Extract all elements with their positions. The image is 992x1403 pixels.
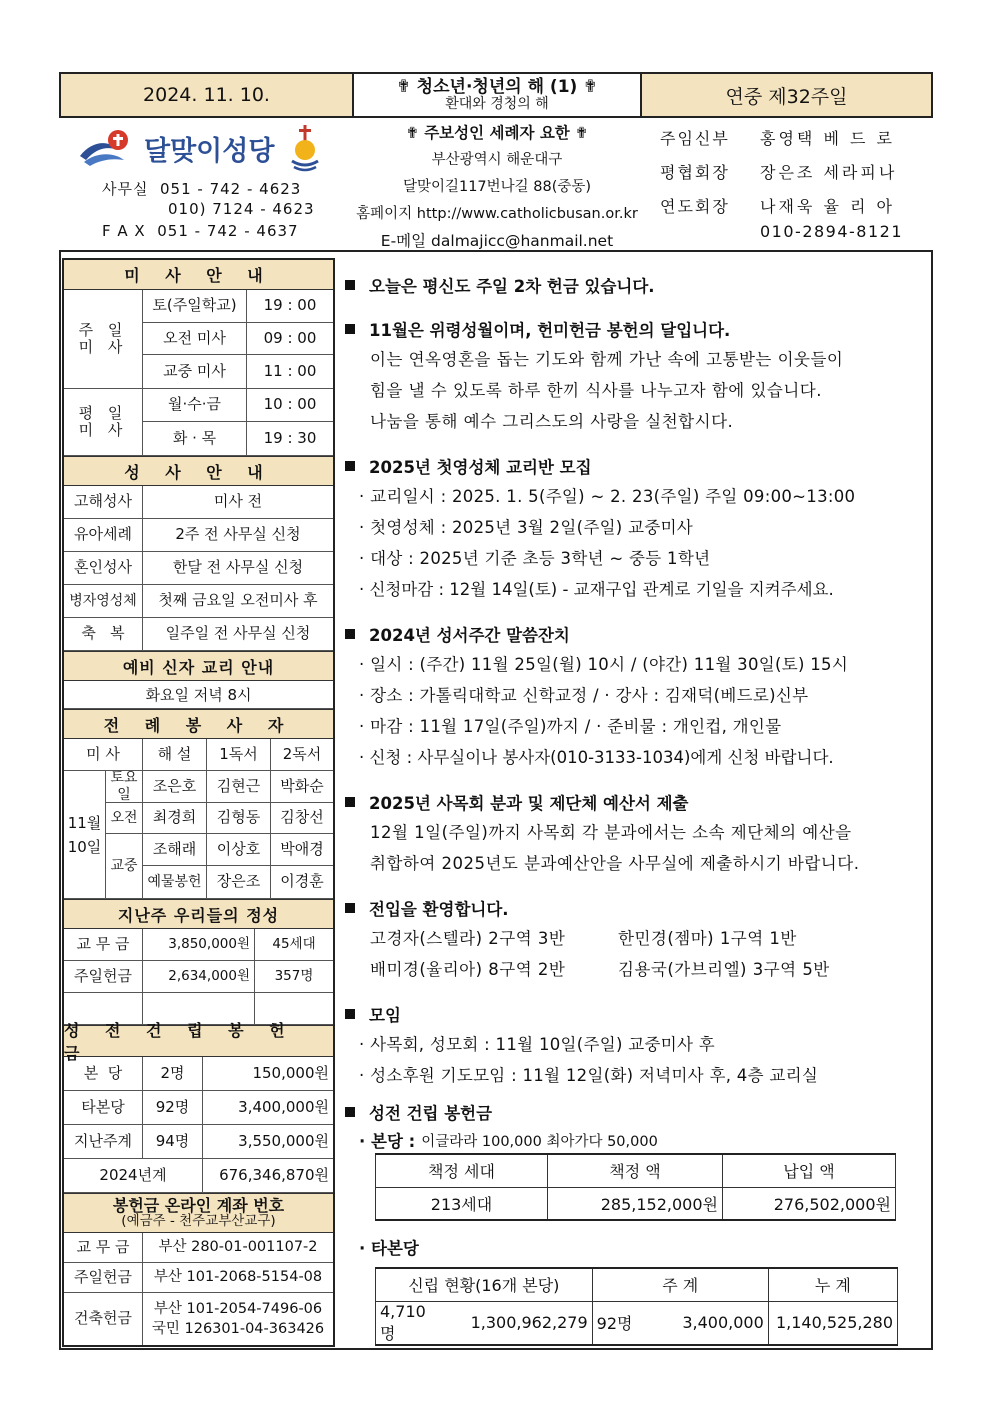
- building-name: 타본당: [64, 1091, 143, 1124]
- notice-body: 이는 연옥영혼을 돕는 기도와 함께 가난 속에 고통받는 이웃들이: [370, 350, 844, 369]
- clergy-row: [660, 154, 910, 188]
- building-count: 94명: [143, 1125, 203, 1158]
- servers-mass: 교중: [106, 834, 143, 898]
- building-amount: 3,550,000원: [238, 1131, 329, 1150]
- newcomer: 한민경(젬마) 1구역 1반: [618, 929, 797, 948]
- newcomer: 고경자(스텔라) 2구역 3반: [370, 929, 566, 948]
- sacrament-name: 유아세례: [64, 519, 143, 551]
- servers-title: 전 례 봉 사 자: [64, 709, 333, 739]
- sacrament-info: 한달 전 사무실 신청: [172, 558, 304, 577]
- notice-item: · 대상 : 2025년 기준 초등 3학년 ~ 중등 1학년: [359, 549, 711, 568]
- parish-name: 달맞이성당: [144, 135, 275, 167]
- account-number: 부산 280-01-001107-2: [158, 1239, 318, 1256]
- mass-day: 월·수·금: [143, 389, 247, 421]
- weekday-mass-block: [64, 389, 333, 456]
- table-header: 주 계: [592, 1268, 768, 1301]
- offering-name: 주일헌금: [64, 961, 143, 992]
- server-name: 이상호: [207, 834, 271, 865]
- servers-col-header: 미 사: [64, 739, 143, 770]
- server-name: 김현근: [207, 771, 271, 802]
- sacrament-name: 고해성사: [64, 486, 143, 518]
- newcomer-row: [345, 923, 925, 954]
- homepage-link[interactable]: 홈페이지 http://www.catholicbusan.or.kr: [356, 206, 638, 222]
- year-theme: ✟ 청소년·청년의 해 (1) ✟: [396, 76, 598, 97]
- server-name: 김창선: [280, 808, 324, 827]
- notice-heading: 2025년 사목회 분과 및 제단체 예산서 제출: [345, 787, 925, 817]
- servers-date: 11월 10일: [64, 771, 106, 898]
- server-name: 조은호: [143, 771, 207, 802]
- office-fax: F A X 051 - 742 - 4637: [102, 222, 299, 240]
- sacrament-info: 일주일 전 사무실 신청: [165, 624, 311, 643]
- header-bar: [59, 72, 933, 118]
- weekday-mass-label: 평 일 미 사: [64, 389, 143, 455]
- sacrament-info: 첫째 금요일 오전미사 후: [158, 591, 318, 610]
- liturgical-week: 연중 제32주일: [642, 74, 931, 116]
- clergy-name: 나재욱 율 리 아: [760, 196, 895, 216]
- servers-col-header: 해 설: [143, 739, 207, 770]
- mass-day: 토(주일학교): [143, 290, 247, 322]
- server-name: 박애경: [280, 839, 324, 858]
- clergy-row: [660, 120, 910, 154]
- servers-col-header: 1독서: [207, 739, 271, 770]
- bullet-square-icon: [345, 280, 355, 290]
- servers-mass: 토요일: [106, 771, 143, 802]
- other-parish-label: · 타본당: [359, 1239, 419, 1258]
- server-name: 최경희: [143, 803, 207, 833]
- accounts-subtitle: (예금주 - 천주교부산교구): [121, 1213, 276, 1230]
- notice-body: 힘을 낼 수 있도록 하루 한끼 식사를 나누고자 함에 있습니다.: [370, 381, 822, 400]
- building-name: 지난주계: [64, 1125, 143, 1158]
- sacrament-info: 2주 전 사무실 신청: [175, 525, 301, 544]
- table-header: 책정 액: [548, 1154, 723, 1187]
- sacrament-name: 축 복: [64, 618, 143, 650]
- table-row: [376, 1154, 896, 1187]
- parish-logo-icon: [78, 126, 138, 170]
- sidebar: [62, 258, 335, 1347]
- sacrament-row: [64, 486, 333, 519]
- notice-item: · 장소 : 가톨릭대학교 신학교정 / · 강사 : 김재덕(베드로)신부: [359, 686, 809, 705]
- sunday-mass-label: 주 일 미 사: [64, 290, 143, 388]
- bullet-square-icon: [345, 324, 355, 334]
- building-amount: 3,400,000원: [238, 1097, 329, 1116]
- sacraments-title: 성 사 안 내: [64, 456, 333, 486]
- building-count: 2명: [143, 1057, 203, 1090]
- table-row: [376, 1268, 898, 1301]
- accounts-title: 봉헌금 온라인 계좌 번호: [112, 1195, 285, 1215]
- sacrament-name: 병자영성체: [64, 585, 143, 617]
- bullet-square-icon: [345, 629, 355, 639]
- mass-time: 19 : 30: [263, 428, 317, 447]
- table-cell: 1,140,525,280: [768, 1301, 897, 1345]
- moon-cross-icon: [288, 123, 322, 173]
- sacrament-name: 혼인성사: [64, 552, 143, 584]
- notice-heading: 11월은 위령성월이며, 헌미헌금 봉헌의 달입니다.: [345, 314, 925, 344]
- building-row: [64, 1125, 333, 1159]
- table-cell: 4,710명: [376, 1301, 444, 1345]
- clergy-role: 주임신부: [660, 128, 730, 148]
- offering-count: 45세대: [272, 935, 316, 952]
- table-header: 책정 세대: [376, 1154, 548, 1187]
- building-title: 성 전 건 립 봉 헌 금: [64, 1025, 333, 1057]
- sacrament-row: [64, 585, 333, 618]
- building-year-total: 676,346,870원: [219, 1165, 329, 1184]
- server-name: 이경훈: [280, 872, 324, 891]
- offering-count: 357명: [274, 967, 314, 984]
- mass-day: 오전 미사: [143, 323, 247, 355]
- notice-item: · 사목회, 성모회 : 11월 10일(주일) 교중미사 후: [359, 1035, 716, 1054]
- building-name: 본 당: [64, 1057, 143, 1090]
- other-parish-table: [375, 1267, 898, 1346]
- bullet-square-icon: [345, 461, 355, 471]
- office-mobile: 010) 7124 - 4623: [168, 200, 315, 218]
- account-name: 교 무 금: [64, 1233, 143, 1262]
- mass-title: 미 사 안 내: [64, 260, 333, 290]
- notice-heading: 전입을 환영합니다.: [345, 893, 925, 923]
- bullet-square-icon: [345, 1009, 355, 1019]
- clergy-name: 홍영택 베 드 로: [760, 128, 895, 148]
- address-line-1: 부산광역시 해운대구: [431, 152, 563, 168]
- notice-heading: 성전 건립 봉헌금: [345, 1097, 925, 1127]
- notice-body: 나눔을 통해 예수 그리스도의 사랑을 실천합시다.: [370, 412, 734, 431]
- offering-row: [64, 961, 333, 993]
- notice-item: · 일시 : (주간) 11월 25일(월) 10시 / (야간) 11월 30일(토) 15시: [359, 655, 849, 674]
- patron-saint: ✟ 주보성인 세례자 요한 ✟: [405, 124, 589, 142]
- table-cell: 3,400,000: [642, 1301, 768, 1345]
- notice-body: 취합하여 2025년도 분과예산안을 사무실에 제출하시기 바랍니다.: [370, 854, 860, 873]
- building-table: [375, 1153, 896, 1221]
- account-row: [64, 1293, 333, 1345]
- notice-item: · 교리일시 : 2025. 1. 5(주일) ~ 2. 23(주일) 주일 09:00~13:00: [359, 487, 856, 506]
- clergy-name: 장은조 세라피나: [760, 162, 898, 182]
- table-row: [376, 1301, 898, 1345]
- catechumen-info: 화요일 저녁 8시: [64, 681, 333, 709]
- account-number: 부산 101-2068-5154-08: [153, 1269, 323, 1286]
- sacrament-info: 미사 전: [213, 492, 263, 511]
- sacrament-row: [64, 519, 333, 552]
- table-row: [376, 1187, 896, 1220]
- clergy-role: 연도회장: [660, 196, 730, 216]
- building-amount: 150,000원: [252, 1063, 329, 1082]
- table-cell: 285,152,000원: [548, 1187, 723, 1220]
- newcomer: 배미경(율리아) 8구역 2반: [370, 960, 566, 979]
- server-name: 조해래: [143, 834, 207, 865]
- clergy-row: [660, 188, 910, 222]
- sunday-mass-block: [64, 290, 333, 389]
- bullet-square-icon: [345, 797, 355, 807]
- parish-logo: [78, 120, 328, 176]
- notice-heading: 2025년 첫영성체 교리반 모집: [345, 451, 925, 481]
- notice-item: · 첫영성체 : 2025년 3월 2일(주일) 교중미사: [359, 518, 694, 537]
- server-role: 예물봉헌: [143, 866, 207, 898]
- notice-item: · 성소후원 기도모임 : 11월 12일(화) 저녁미사 후, 4층 교리실: [359, 1066, 819, 1085]
- parish-info: [352, 120, 642, 255]
- theme-box: [354, 74, 642, 116]
- table-header: 누 계: [768, 1268, 897, 1301]
- clergy-role: 평협회장: [660, 162, 730, 182]
- bulletin-date: 2024. 11. 10.: [61, 74, 354, 116]
- server-name: 장은조: [207, 866, 271, 898]
- notice-body: 12월 1일(주일)까지 사목회 각 분과에서는 소속 제단체의 예산을: [370, 823, 852, 842]
- bullet-square-icon: [345, 1107, 355, 1117]
- mass-time: 19 : 00: [263, 296, 317, 315]
- servers-mass: 오전: [106, 803, 143, 833]
- building-row: [64, 1091, 333, 1125]
- offerings-title: 지난주 우리들의 정성: [64, 899, 333, 929]
- table-header: 납입 액: [723, 1154, 896, 1187]
- notices: [345, 270, 925, 1346]
- mass-time: 10 : 00: [263, 395, 317, 414]
- offering-name: 교 무 금: [64, 929, 143, 960]
- email-link[interactable]: E-메일 dalmajicc@hanmail.net: [380, 232, 614, 250]
- table-cell: 1,300,962,279: [444, 1301, 593, 1345]
- office-phone: 사무실 051 - 742 - 4623: [102, 180, 302, 198]
- building-count: 92명: [143, 1091, 203, 1124]
- table-cell: 213세대: [376, 1187, 548, 1220]
- mass-time: 11 : 00: [263, 362, 317, 381]
- offering-amount: 3,850,000원: [143, 929, 255, 960]
- server-name: 김형동: [207, 803, 271, 833]
- notice-heading: 2024년 성서주간 말씀잔치: [345, 619, 925, 649]
- clergy-list: [660, 120, 910, 222]
- notice-item: · 마감 : 11월 17일(주일)까지 / · 준비물 : 개인컵, 개인물: [359, 717, 782, 736]
- servers-block: [64, 771, 333, 899]
- table-cell: 276,502,000원: [723, 1187, 896, 1220]
- sacrament-row: [64, 618, 333, 651]
- newcomer-row: [345, 954, 925, 985]
- offering-amount: 2,634,000원: [143, 961, 255, 992]
- notice-heading: 오늘은 평신도 주일 2차 헌금 있습니다.: [345, 270, 925, 300]
- sacrament-row: [64, 552, 333, 585]
- server-name: 박화순: [280, 776, 324, 795]
- servers-col-header: 2독서: [282, 744, 322, 763]
- bondang-label: · 본당 :: [359, 1132, 416, 1151]
- account-row: [64, 1233, 333, 1263]
- bondang-donors: [345, 1127, 925, 1153]
- account-name: 건축헌금: [64, 1293, 143, 1345]
- account-number: 부산 101-2054-7496-06: [153, 1300, 323, 1317]
- notice-item: · 신청마감 : 12월 14일(토) - 교재구입 관계로 기일을 지켜주세요.: [359, 580, 834, 599]
- address-line-2: 달맞이길117번나길 88(중동): [402, 179, 592, 195]
- account-name: 주일헌금: [64, 1263, 143, 1292]
- table-header: 신립 현황(16개 본당): [376, 1268, 593, 1301]
- accounts-title-block: [64, 1193, 333, 1233]
- account-number: 국민 126301-04-363426: [151, 1321, 325, 1337]
- notice-heading: 모임: [345, 999, 925, 1029]
- table-cell: 92명: [592, 1301, 642, 1345]
- catechumen-title: 예비 신자 교리 안내: [64, 651, 333, 681]
- account-row: [64, 1263, 333, 1293]
- mass-day: 교중 미사: [143, 355, 247, 388]
- bondang-donors-text: 이글라라 100,000 최아가다 50,000: [421, 1133, 658, 1150]
- notice-item: · 신청 : 사무실이나 봉사자(010-3133-1034)에게 신청 바랍니다.: [359, 748, 834, 767]
- newcomer: 김용국(가브리엘) 3구역 5반: [618, 960, 830, 979]
- year-subtheme: 환대와 경청의 해: [445, 95, 549, 112]
- offering-row: [64, 929, 333, 961]
- mass-day: 화 · 목: [143, 422, 247, 455]
- building-row: [64, 1057, 333, 1091]
- mass-time: 09 : 00: [263, 328, 317, 347]
- clergy-phone: 010-2894-8121: [760, 222, 904, 241]
- building-year-row: [64, 1159, 333, 1193]
- bullet-square-icon: [345, 903, 355, 913]
- building-year-label: 2024년계: [64, 1159, 203, 1192]
- servers-header-row: [64, 739, 333, 771]
